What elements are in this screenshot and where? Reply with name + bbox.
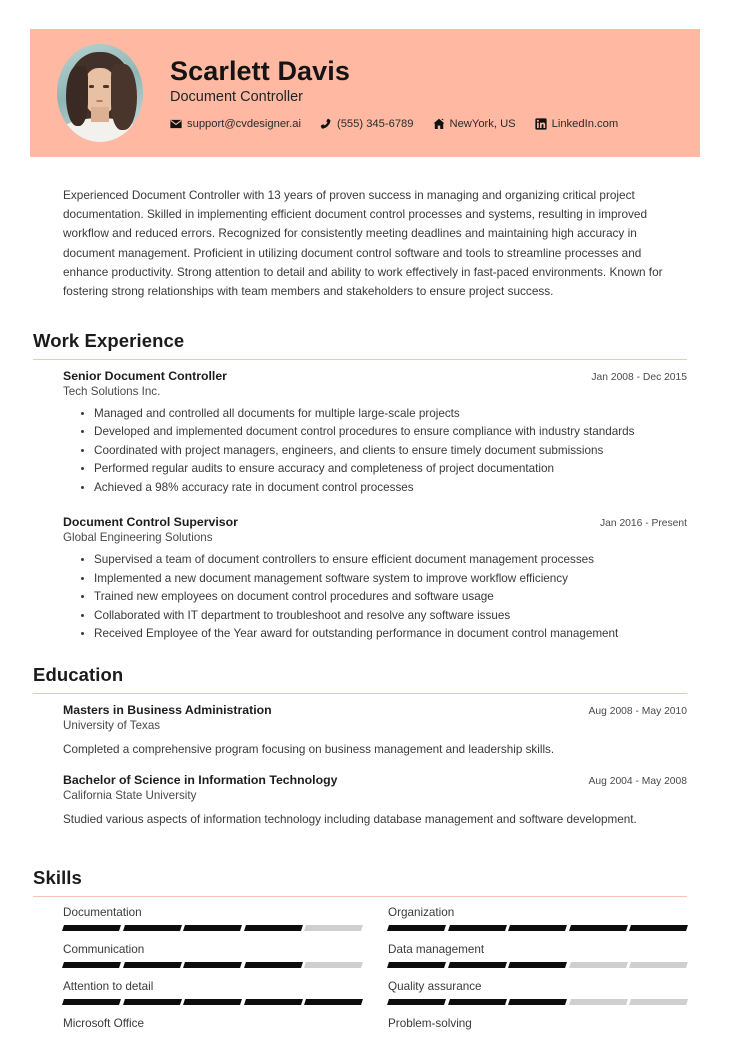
work-entry-head: [63, 515, 687, 529]
skill-rating-segment: [387, 925, 446, 931]
avatar: [57, 44, 143, 142]
contact-row: [170, 118, 680, 130]
education-entry: [33, 703, 687, 759]
skill-item: [63, 980, 362, 1005]
skill-rating-segment: [62, 962, 121, 968]
work-entry: [33, 515, 687, 642]
education-entry-description: Completed a comprehensive program focusing on business management and leadership skills.: [63, 743, 555, 756]
skill-rating-segment: [387, 962, 446, 968]
skill-item: [388, 980, 687, 1005]
skill-rating-segment: [304, 962, 363, 968]
work-entry-head: [63, 369, 687, 383]
envelope-icon: [170, 118, 182, 130]
work-entry-title: Document Control Supervisor: [63, 515, 238, 530]
list-item: Collaborated with IT department to troubleshoot and resolve any software issues: [81, 607, 687, 624]
skill-rating-segment: [183, 925, 242, 931]
skill-rating-segment: [62, 999, 121, 1005]
work-entry-title: Senior Document Controller: [63, 369, 227, 383]
section-work-experience: [33, 330, 687, 643]
skill-name: Organization: [388, 906, 455, 919]
contact-email-label: support@cvdesigner.ai: [187, 118, 301, 131]
skill-rating-segment: [62, 925, 121, 931]
professional-summary: Experienced Document Controller with 13 years of proven success in managing and organizing critical project documentation. Skilled in implementing efficient document control processes and systems, resulting in improved workflow and reduced errors. Recognized for consistently meeting deadlines and maintaining high accuracy in document management. Proficient in utilizing document control software and tools to streamline processes and enhance productivity. Strong attention to detail and ability to work effectively in fast-paced environments. Known for fostering strong relationships with team members and stakeholders to ensure project success.: [63, 188, 663, 299]
resume-header: [30, 29, 700, 157]
list-item: Supervised a team of document controllers to ensure efficient document management processes: [81, 551, 687, 568]
list-item: Trained new employees on document control procedures and software usage: [81, 588, 687, 605]
candidate-job-title: Document Controller: [170, 89, 303, 106]
skill-item: [63, 906, 362, 931]
skill-rating-bar: [388, 962, 687, 968]
contact-phone[interactable]: [320, 118, 414, 130]
skill-rating-segment: [629, 925, 688, 931]
list-item: Coordinated with project managers, engineers, and clients to ensure timely document submissions: [81, 442, 687, 459]
skill-item: [388, 943, 687, 968]
candidate-name: Scarlett Davis: [170, 55, 350, 86]
header-text-block: [170, 56, 700, 130]
skill-rating-segment: [183, 962, 242, 968]
skill-rating-segment: [629, 999, 688, 1005]
phone-icon: [320, 118, 332, 130]
skill-rating-bar: [388, 999, 687, 1005]
skill-rating-segment: [304, 999, 363, 1005]
skill-rating-segment: [569, 999, 628, 1005]
skill-item: [63, 943, 362, 968]
skill-rating-bar: [388, 925, 687, 931]
education-heading: Education: [33, 664, 124, 685]
skill-rating-segment: [244, 962, 303, 968]
skill-name: Problem-solving: [388, 1017, 472, 1030]
section-divider: [33, 693, 687, 694]
skill-rating-segment: [123, 962, 182, 968]
education-entry-organization: California State University: [63, 789, 197, 803]
education-entry-date: Aug 2004 - May 2008: [588, 776, 687, 788]
skill-item: [63, 1017, 362, 1036]
skill-rating-segment: [448, 962, 507, 968]
contact-phone-label: (555) 345-6789: [336, 118, 414, 131]
work-entry-organization: Global Engineering Solutions: [63, 531, 213, 545]
contact-email[interactable]: [170, 118, 301, 130]
skill-rating-segment: [629, 962, 688, 968]
skill-rating-segment: [304, 925, 363, 931]
education-entry-title: Masters in Business Administration: [63, 703, 272, 717]
contact-location-label: NewYork, US: [449, 118, 516, 131]
education-entry-organization: University of Texas: [63, 719, 161, 732]
list-item: Received Employee of the Year award for outstanding performance in document control management: [81, 625, 687, 642]
contact-location[interactable]: [433, 118, 516, 130]
work-entry-bullets: [63, 405, 687, 496]
skill-rating-bar: [63, 962, 362, 968]
avatar-hair-right: [111, 64, 137, 131]
section-divider: [33, 359, 687, 360]
skill-item: [388, 1017, 687, 1036]
linkedin-icon: [535, 118, 547, 130]
education-entry-description: Studied various aspects of information technology including database management and software development.: [63, 813, 637, 827]
skill-rating-segment: [244, 925, 303, 931]
work-entry-bullets: [63, 551, 687, 642]
skill-rating-segment: [569, 962, 628, 968]
education-entry-head: [63, 703, 687, 717]
section-divider: [33, 896, 687, 897]
avatar-eye-left: [89, 85, 94, 88]
skill-name: Data management: [388, 943, 485, 956]
skill-name: Quality assurance: [388, 980, 482, 993]
contact-linkedin-label: LinkedIn.com: [551, 118, 619, 131]
skill-name: Attention to detail: [63, 980, 154, 993]
home-icon: [433, 118, 445, 130]
skill-rating-segment: [123, 925, 182, 931]
section-education: [33, 664, 687, 829]
skill-rating-bar: [63, 925, 362, 931]
avatar-hair-left: [66, 66, 88, 127]
skill-rating-segment: [448, 999, 507, 1005]
avatar-container: [30, 44, 170, 142]
list-item: Performed regular audits to ensure accuracy and completeness of project documentation: [81, 460, 687, 477]
work-entry-date: Jan 2016 - Present: [599, 518, 687, 530]
work-experience-heading: Work Experience: [33, 330, 185, 351]
work-entry-date: Jan 2008 - Dec 2015: [591, 372, 687, 383]
skill-rating-segment: [387, 999, 446, 1005]
skill-rating-segment: [448, 925, 507, 931]
list-item: Managed and controlled all documents for multiple large-scale projects: [81, 405, 687, 422]
contact-linkedin[interactable]: [535, 118, 619, 130]
list-item: Developed and implemented document control procedures to ensure compliance with industry standards: [81, 423, 687, 440]
avatar-neck: [91, 107, 108, 123]
skill-name: Microsoft Office: [63, 1017, 144, 1030]
education-entry: [33, 773, 687, 829]
avatar-eye-right: [103, 85, 108, 88]
skill-name: Communication: [63, 943, 145, 956]
skill-rating-segment: [508, 999, 567, 1005]
skill-rating-segment: [183, 999, 242, 1005]
skill-item: [388, 906, 687, 931]
skill-rating-bar: [63, 999, 362, 1005]
work-entry-organization: Tech Solutions Inc.: [63, 385, 161, 398]
skill-rating-segment: [569, 925, 628, 931]
skill-rating-segment: [508, 925, 567, 931]
education-entry-date: Aug 2008 - May 2010: [588, 706, 687, 717]
skills-heading: Skills: [33, 867, 82, 888]
skill-name: Documentation: [63, 906, 142, 919]
list-item: Achieved a 98% accuracy rate in document control processes: [81, 479, 687, 496]
skill-rating-segment: [508, 962, 567, 968]
work-entry: [33, 369, 687, 496]
list-item: Implemented a new document management software system to improve workflow efficiency: [81, 570, 687, 587]
skills-grid: [33, 906, 687, 1048]
education-entry-head: [63, 773, 687, 787]
section-skills: [33, 867, 687, 1048]
education-entry-title: Bachelor of Science in Information Technology: [63, 773, 338, 788]
skill-rating-segment: [244, 999, 303, 1005]
skill-rating-segment: [123, 999, 182, 1005]
